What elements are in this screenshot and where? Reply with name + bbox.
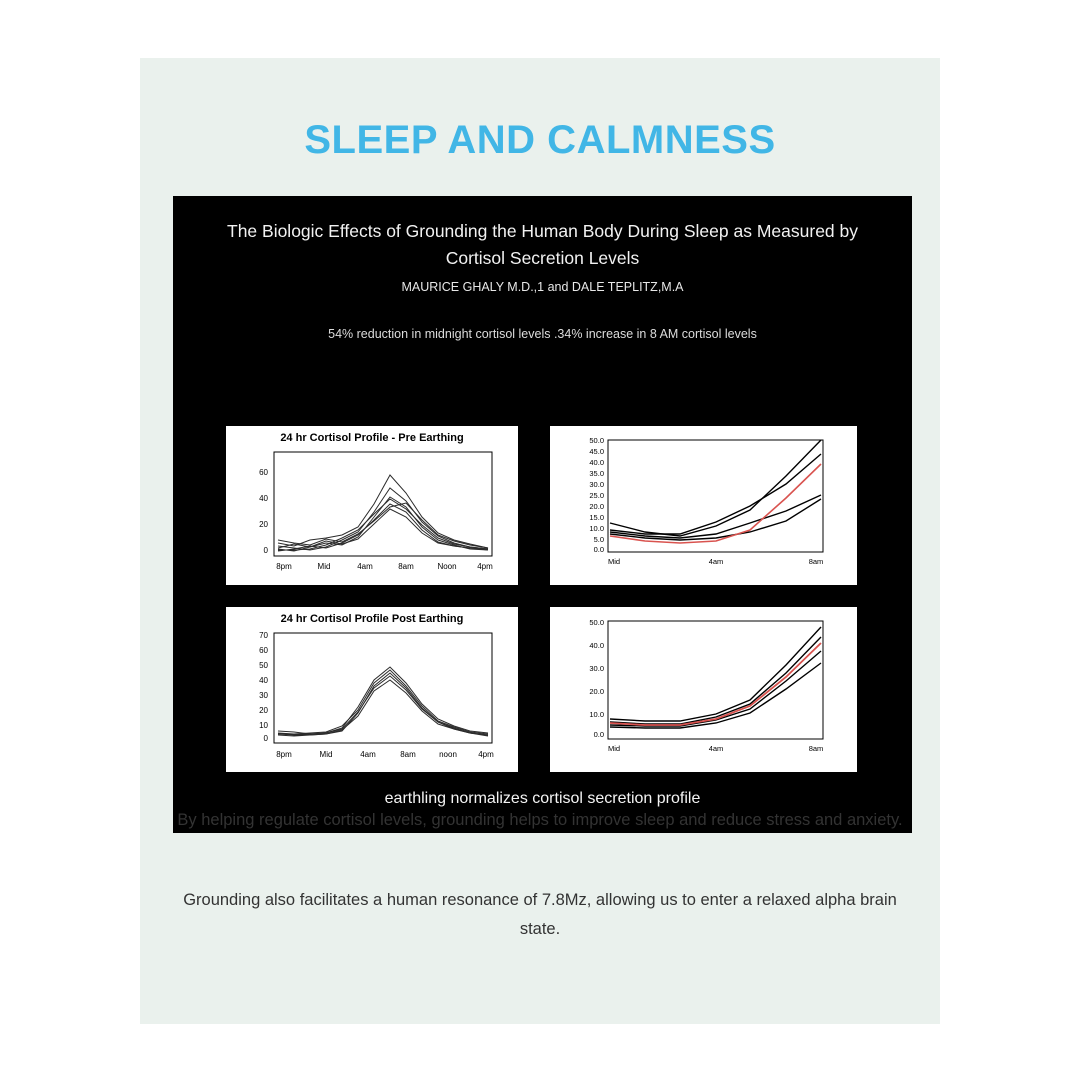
svg-text:0: 0 <box>263 546 268 555</box>
svg-text:8pm: 8pm <box>276 562 292 571</box>
svg-text:35.0: 35.0 <box>589 469 604 478</box>
svg-text:4am: 4am <box>708 744 724 753</box>
svg-text:4pm: 4pm <box>477 562 493 571</box>
svg-text:0: 0 <box>263 734 268 743</box>
svg-text:5.0: 5.0 <box>593 535 604 544</box>
svg-text:8am: 8am <box>398 562 414 571</box>
svg-text:30.0: 30.0 <box>589 480 604 489</box>
svg-text:15.0: 15.0 <box>589 513 604 522</box>
slide-card <box>140 58 940 1024</box>
svg-text:50.0: 50.0 <box>589 436 604 445</box>
chart-pre-earthing-detail-plot <box>550 426 857 585</box>
chart-pre-earthing <box>226 426 518 585</box>
chart-pre-earthing-plot <box>226 426 518 585</box>
svg-text:40.0: 40.0 <box>589 641 604 650</box>
page-title: SLEEP AND CALMNESS <box>304 118 776 162</box>
svg-text:70: 70 <box>259 631 268 640</box>
figure-authors: MAURICE GHALY M.D.,1 and DALE TEPLITZ,M.A <box>401 280 684 294</box>
svg-text:0.0: 0.0 <box>593 545 604 554</box>
svg-text:40: 40 <box>259 676 268 685</box>
svg-text:noon: noon <box>439 750 457 759</box>
svg-text:8pm: 8pm <box>276 750 292 759</box>
svg-text:60: 60 <box>259 646 268 655</box>
svg-text:30.0: 30.0 <box>589 664 604 673</box>
figure-stat-line: 54% reduction in midnight cortisol levels .34% increase in 8 AM cortisol levels <box>328 327 757 341</box>
svg-text:10.0: 10.0 <box>589 710 604 719</box>
body-paragraph-2: Grounding also facilitates a human resonance of 7.8Mz, allowing us to enter a relaxed alpha brain state. <box>183 891 897 938</box>
svg-text:4pm: 4pm <box>478 750 494 759</box>
svg-text:Noon: Noon <box>437 562 457 571</box>
chart-post-earthing <box>226 607 518 772</box>
chart-post-earthing-title: 24 hr Cortisol Profile Post Earthing <box>280 613 464 625</box>
svg-text:25.0: 25.0 <box>589 491 604 500</box>
svg-text:4am: 4am <box>708 557 724 566</box>
svg-text:10.0: 10.0 <box>589 524 604 533</box>
svg-text:Mid: Mid <box>317 562 331 571</box>
figure-caption: earthling normalizes cortisol secretion profile <box>384 790 701 807</box>
svg-text:4am: 4am <box>360 750 376 759</box>
svg-text:Mid: Mid <box>319 750 333 759</box>
svg-text:8am: 8am <box>400 750 416 759</box>
svg-text:20: 20 <box>259 520 268 529</box>
svg-text:30: 30 <box>259 691 268 700</box>
body-paragraph-1: By helping regulate cortisol levels, grounding helps to improve sleep and reduce stress and anxiety. <box>177 811 903 829</box>
svg-text:4am: 4am <box>357 562 373 571</box>
svg-text:Mid: Mid <box>607 744 621 753</box>
svg-text:40: 40 <box>259 494 268 503</box>
chart-post-earthing-detail-plot <box>550 607 857 772</box>
chart-post-earthing-detail <box>550 607 857 772</box>
chart-pre-earthing-detail <box>550 426 857 585</box>
figure-panel <box>173 196 912 833</box>
svg-text:8am: 8am <box>808 557 824 566</box>
svg-text:20: 20 <box>259 706 268 715</box>
svg-text:50.0: 50.0 <box>589 618 604 627</box>
chart-pre-earthing-title: 24 hr Cortisol Profile - Pre Earthing <box>280 432 464 444</box>
chart-post-earthing-plot <box>226 607 518 772</box>
svg-text:8am: 8am <box>808 744 824 753</box>
svg-text:20.0: 20.0 <box>589 502 604 511</box>
svg-text:0.0: 0.0 <box>593 730 604 739</box>
svg-text:40.0: 40.0 <box>589 458 604 467</box>
svg-text:10: 10 <box>259 721 268 730</box>
svg-text:20.0: 20.0 <box>589 687 604 696</box>
figure-title: The Biologic Effects of Grounding the Human Body During Sleep as Measured by Cortisol Secretion Levels <box>227 221 858 268</box>
svg-text:45.0: 45.0 <box>589 447 604 456</box>
svg-text:60: 60 <box>259 468 268 477</box>
svg-text:50: 50 <box>259 661 268 670</box>
svg-text:Mid: Mid <box>607 557 621 566</box>
